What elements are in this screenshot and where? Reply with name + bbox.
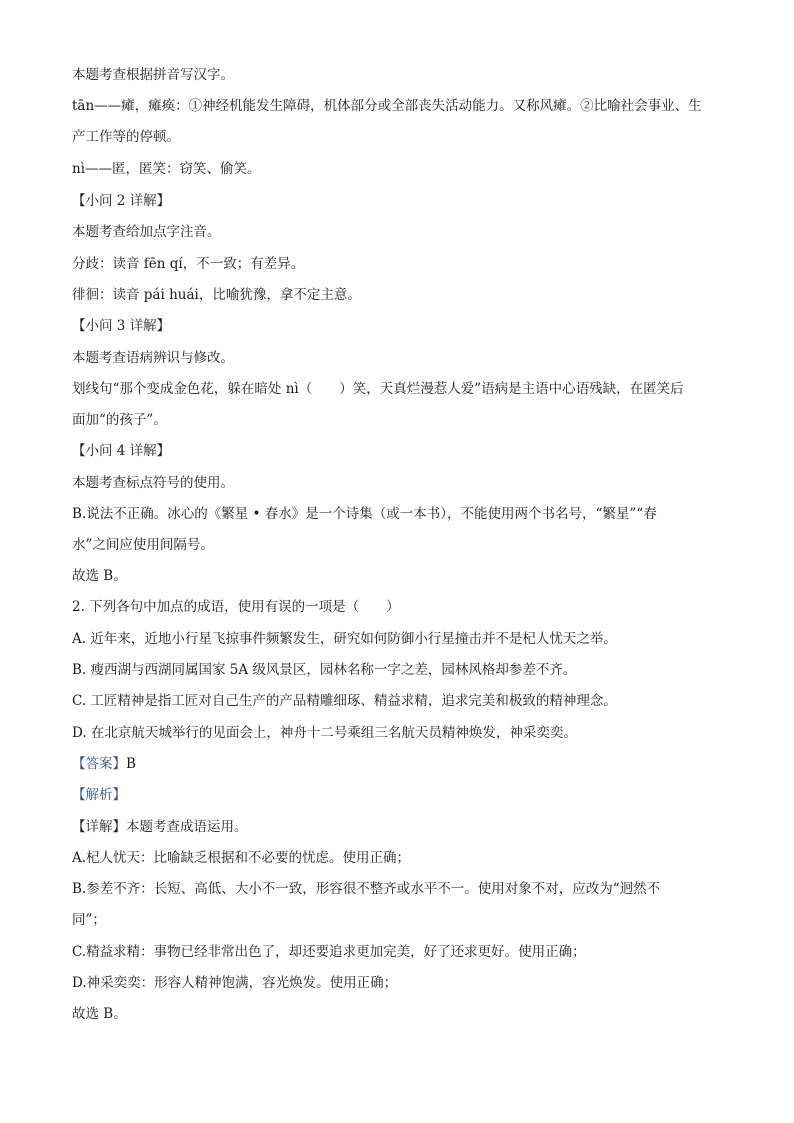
answer-line: 【答案】B	[72, 756, 136, 772]
text-line: 徘徊：读音 pái huái，比喻犹豫，拿不定主意。	[72, 287, 361, 303]
option-c: C. 工匠精神是指工匠对自己生产的产品精雕细琢、精益求精，追求完美和极致的精神理念。	[72, 693, 617, 709]
analysis-heading: 【解析】	[72, 787, 126, 803]
text-line: 划线句“那个变成金色花，躲在暗处 nì（ ）笑，天真烂漫惹人爱”语病是主语中心语残缺，在匿笑后	[72, 381, 684, 397]
text-line: 本题考查给加点字注音。	[72, 224, 221, 240]
text-line: nì——匿，匿笑：窃笑、偷笑。	[72, 161, 261, 177]
answer-tag: 【答案】	[72, 756, 126, 772]
text-line: C.精益求精：事物已经非常出色了，却还要追求更加完美，好了还求更好。使用正确；	[72, 944, 586, 960]
text-line: D.神采奕奕：形容人精神饱满，容光焕发。使用正确；	[72, 975, 398, 991]
text-line: 故选 B。	[72, 568, 127, 584]
text-line: B.说法不正确。冰心的《繁星 • 春水》是一个诗集（或一本书），不能使用两个书名号，“繁星”“春	[72, 506, 657, 522]
text-line: 分歧：读音 fēn qí，不一致；有差异。	[72, 256, 305, 272]
option-a: A. 近年来，近地小行星飞掠事件频繁发生，研究如何防御小行星撞击并不是杞人忧天之举。	[72, 631, 617, 647]
text-line: 本题考查语病辨识与修改。	[72, 350, 234, 366]
text-line: 本题考查根据拼音写汉字。	[72, 67, 234, 83]
option-b: B. 瘦西湖与西湖同属国家 5A 级风景区，园林名称一字之差，园林风格却参差不齐。	[72, 662, 577, 678]
text-line: 同”；	[72, 912, 106, 928]
text-line: B.参差不齐：长短、高低、大小不一致，形容很不整齐或水平不一。使用对象不对，应改为“迥然不	[72, 881, 661, 897]
text-line: 水”之间应使用间隔号。	[72, 537, 214, 553]
text-line: 产工作等的停顿。	[72, 129, 180, 145]
section-heading: 【小问 4 详解】	[72, 443, 171, 459]
text-line: 故选 B。	[72, 1006, 127, 1022]
text-line: tān——瘫，瘫痪：①神经机能发生障碍，机体部分或全部丧失活动能力。又称风瘫。②比喻社会事业、生	[72, 98, 702, 114]
text-line: A.杞人忧天：比喻缺乏根据和不必要的忧虑。使用正确；	[72, 850, 411, 866]
option-d: D. 在北京航天城举行的见面会上，神舟十二号乘组三名航天员精神焕发，神采奕奕。	[72, 725, 577, 741]
text-line: 【详解】本题考查成语运用。	[72, 819, 248, 835]
section-heading: 【小问 3 详解】	[72, 318, 171, 334]
text-line: 本题考查标点符号的使用。	[72, 475, 234, 491]
text-line: 面加“的孩子”。	[72, 412, 167, 428]
question-stem: 2. 下列各句中加点的成语，使用有误的一项是（ ）	[72, 599, 400, 615]
section-heading: 【小问 2 详解】	[72, 193, 171, 209]
